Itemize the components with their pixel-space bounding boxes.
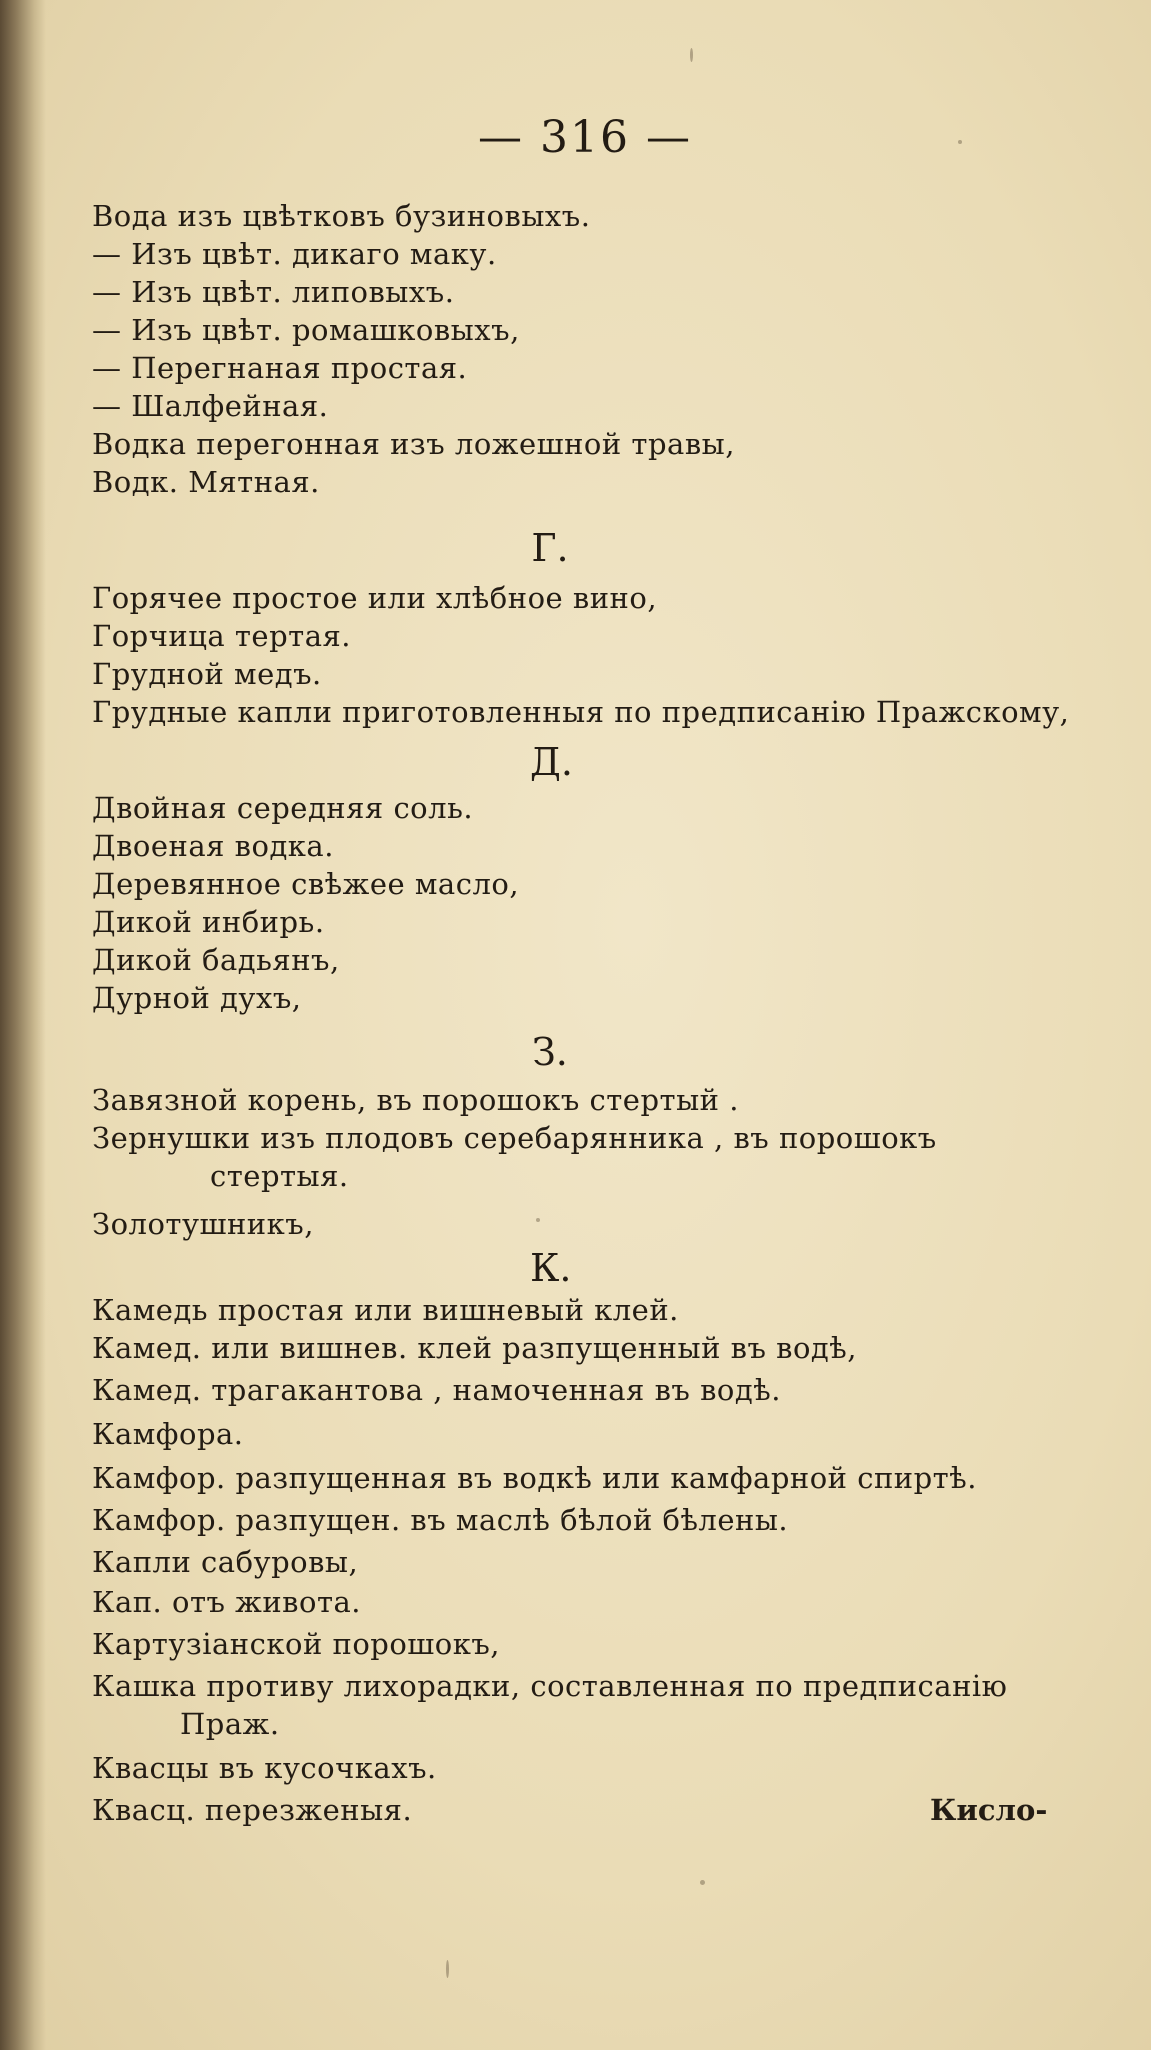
section-heading: Г. — [531, 526, 569, 570]
list-item: Вода изъ цвѣтковъ бузиновыхъ. — [92, 199, 591, 233]
section-heading: Д. — [530, 740, 573, 784]
list-item: Деревянное свѣжее масло, — [92, 867, 520, 901]
list-item: Дикой инбирь. — [92, 905, 325, 939]
list-item: Завязной корень, въ порошокъ стертый . — [92, 1083, 739, 1117]
list-item: Капли сабуровы, — [92, 1545, 359, 1579]
list-item: Камедь простая или вишневый клей. — [92, 1293, 679, 1327]
list-item: Камед. или вишнев. клей разпущенный въ водѣ, — [92, 1331, 857, 1365]
list-item: Двоеная водка. — [92, 829, 334, 863]
page-number: — 316 — — [478, 112, 692, 163]
list-item: — Шалфейная. — [92, 389, 329, 423]
list-item: Картузіанской порошокъ, — [92, 1627, 501, 1661]
catchword: Кисло- — [930, 1793, 1048, 1827]
list-item: Горячее простое или хлѣбное вино, — [92, 581, 658, 615]
list-item: Дурной духъ, — [92, 981, 302, 1015]
list-item: Водка перегонная изъ ложешной травы, — [92, 427, 735, 461]
paper-speck — [446, 1960, 449, 1978]
list-item: Квасцы въ кусочкахъ. — [92, 1751, 437, 1785]
paper-speck — [536, 1218, 540, 1222]
list-item: Горчица тертая. — [92, 619, 351, 653]
list-item: — Изъ цвѣт. дикаго маку. — [92, 237, 497, 271]
list-item: — Изъ цвѣт. липовыхъ. — [92, 275, 455, 309]
paper-speck — [700, 1880, 705, 1885]
list-item: Грудные капли приготовленныя по предписанію Пражскому, — [92, 695, 1070, 729]
list-item: Камфор. разпущен. въ маслѣ бѣлой бѣлены. — [92, 1503, 789, 1537]
list-item: Водк. Мятная. — [92, 465, 320, 499]
list-item: Камфор. разпущенная въ водкѣ или камфарной спиртѣ. — [92, 1461, 977, 1495]
list-item: Камфора. — [92, 1417, 244, 1451]
list-item: Кашка противу лихорадки, составленная по предписанію — [92, 1669, 1008, 1703]
section-heading: З. — [532, 1030, 568, 1074]
list-item: Квасц. перезженыя. — [92, 1793, 413, 1827]
list-item: Золотушникъ, — [92, 1207, 314, 1241]
paper-speck — [958, 140, 962, 144]
list-item: Двойная середняя соль. — [92, 791, 474, 825]
list-item: Грудной медъ. — [92, 657, 322, 691]
list-item: Камед. трагакантова , намоченная въ водѣ. — [92, 1373, 781, 1407]
list-item: Дикой бадьянъ, — [92, 943, 340, 977]
list-item: — Изъ цвѣт. ромашковыхъ, — [92, 313, 520, 347]
list-item-continuation: стертыя. — [210, 1159, 349, 1193]
paper-speck — [690, 48, 693, 62]
list-item-continuation: Праж. — [180, 1707, 280, 1741]
list-item: Зернушки изъ плодовъ серебарянника , въ порошокъ — [92, 1121, 937, 1155]
section-heading: К. — [530, 1246, 572, 1290]
list-item: Кап. отъ живота. — [92, 1585, 362, 1619]
list-item: — Перегнаная простая. — [92, 351, 468, 385]
